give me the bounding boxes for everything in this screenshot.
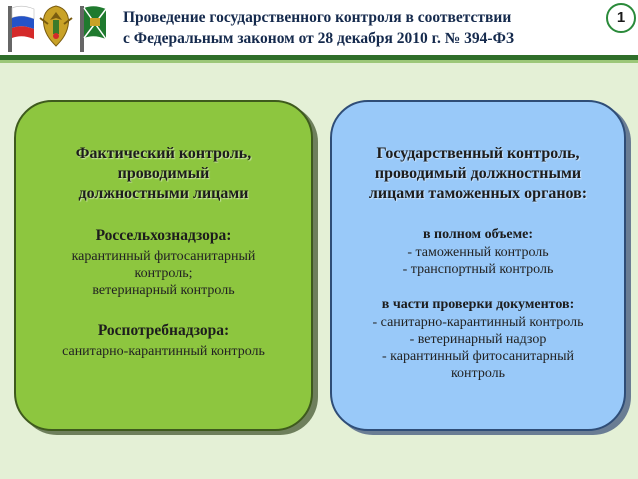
page-title <box>123 7 593 49</box>
section-line: санитарно-карантинный контроль <box>62 344 265 359</box>
customs-emblem-icon <box>36 2 76 50</box>
box-heading-line: проводимый должностными <box>374 165 582 182</box>
title-line: Проведение государственного контроля в соответствии <box>123 9 512 26</box>
customs-control-box <box>330 100 626 431</box>
russian-flag-icon <box>6 4 36 54</box>
box-heading-line: Фактический контроль, <box>75 145 252 162</box>
page-number-badge: 1 <box>606 3 636 33</box>
agricultural-control-box <box>14 100 313 431</box>
customs-flag-icon <box>78 4 108 54</box>
section-line: - транспортный контроль <box>402 262 554 277</box>
title-line: с Федеральным законом от 28 декабря 2010 г. № 394-ФЗ <box>123 30 515 47</box>
section-title: в части проверки документов: <box>381 297 575 312</box>
section-line: - санитарно-карантинный контроль <box>372 315 584 330</box>
section-line: карантинный фитосанитарный <box>71 249 256 264</box>
section-line: контроль <box>450 366 506 381</box>
section-line: - карантинный фитосанитарный <box>382 349 574 364</box>
section-line: - ветеринарный надзор <box>409 332 547 347</box>
header-divider-light <box>0 60 638 63</box>
box-heading-line: Государственный контроль, <box>376 145 580 162</box>
header <box>0 0 638 60</box>
section-title: Россельхознадзора: <box>95 227 232 244</box>
section-line: - таможенный контроль <box>407 245 549 260</box>
box-heading-line: должностными лицами <box>78 185 249 202</box>
box-heading-line: лицами таможенных органов: <box>368 185 588 202</box>
box-heading-line: проводимый <box>117 165 210 182</box>
section-title: Роспотребнадзора: <box>97 322 230 339</box>
section-line: контроль; <box>134 266 193 281</box>
section-line: ветеринарный контроль <box>92 283 235 298</box>
section-title: в полном объеме: <box>422 227 534 242</box>
